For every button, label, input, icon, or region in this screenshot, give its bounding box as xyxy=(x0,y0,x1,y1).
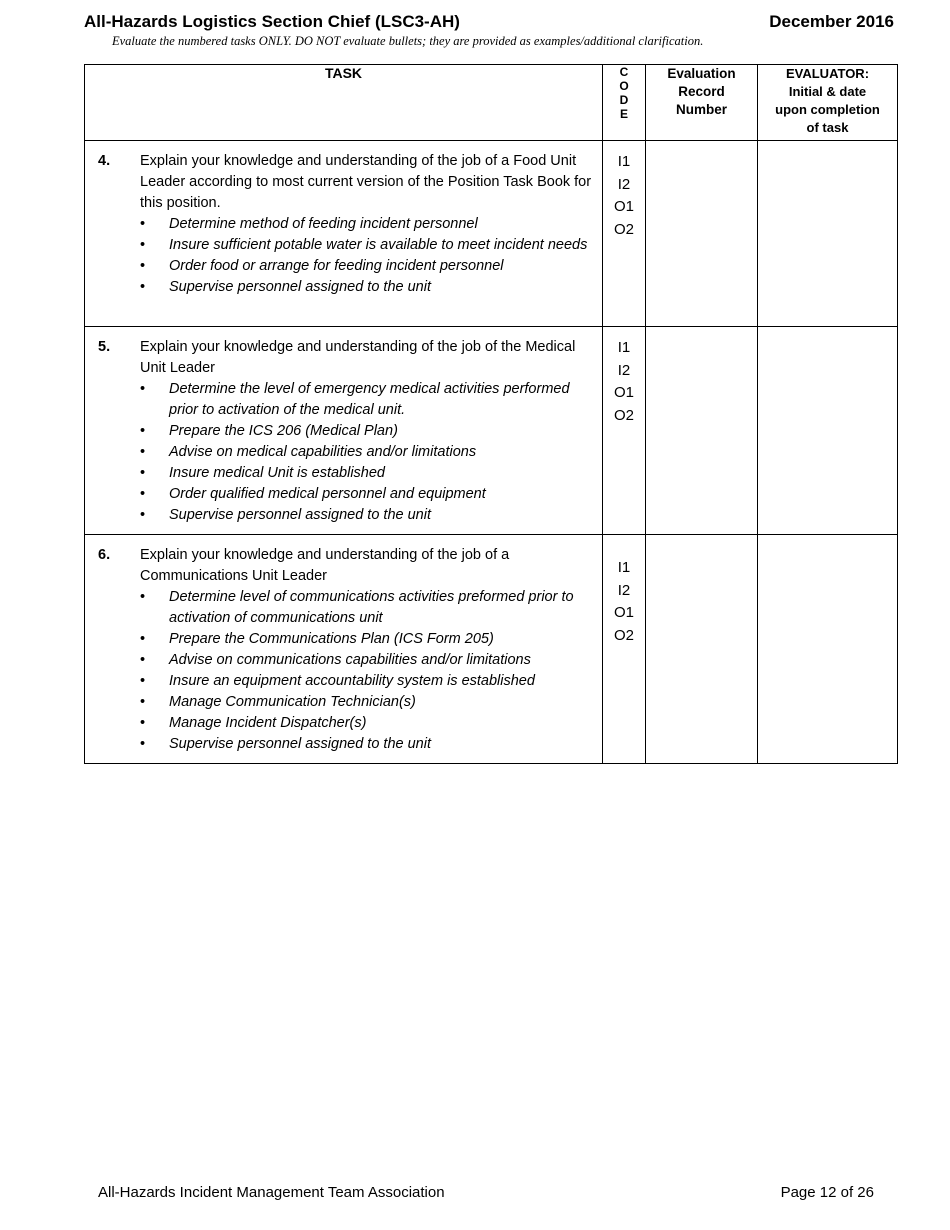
task-number: 4. xyxy=(98,153,111,169)
document-title: All-Hazards Logistics Section Chief (LSC3-AH) xyxy=(84,12,460,31)
evaluator-column-header xyxy=(758,65,898,141)
task-bullet: • Order food or arrange for feeding incident personnel xyxy=(140,256,602,277)
code-value: O2 xyxy=(613,626,634,644)
code-cell xyxy=(603,535,646,764)
task-bullet-list xyxy=(140,214,602,298)
code-header-letter: E xyxy=(619,107,628,121)
code-value: O1 xyxy=(613,604,634,621)
evaluator-header-line: Initial & date xyxy=(788,84,867,99)
task-bullet: • Advise on medical capabilities and/or limitations xyxy=(140,442,602,463)
task-bullet: • Determine the level of emergency medical activities performed prior to activation of the medical unit. xyxy=(140,379,602,421)
code-value: O1 xyxy=(613,384,634,401)
evaluation-record-number-field[interactable] xyxy=(646,327,758,535)
code-value: I2 xyxy=(617,361,631,379)
evaluator-initials-field[interactable] xyxy=(758,327,898,535)
task-bullet-list xyxy=(140,587,602,755)
evaluation-instruction: Evaluate the numbered tasks ONLY. DO NOT evaluate bullets; they are provided as examples/additional clarification. xyxy=(112,34,704,48)
task-number: 6. xyxy=(98,547,111,563)
task-bullet: • Insure an equipment accountability system is established xyxy=(140,671,602,692)
record-header-line: Record xyxy=(678,84,725,99)
code-value: I1 xyxy=(617,153,631,170)
code-value: I2 xyxy=(617,581,631,599)
task-bullet: • Order qualified medical personnel and equipment xyxy=(140,484,602,505)
task-bullet: • Insure sufficient potable water is available to meet incident needs xyxy=(140,235,602,256)
task-bullet: • Supervise personnel assigned to the unit xyxy=(140,734,602,755)
record-number-column-header xyxy=(646,65,758,141)
task-bullet: • Manage Incident Dispatcher(s) xyxy=(140,713,602,734)
evaluator-header-line: of task xyxy=(806,120,849,135)
document-date: December 2016 xyxy=(769,12,894,31)
code-header-letter: C xyxy=(619,65,629,79)
task-cell xyxy=(85,535,603,764)
code-value: O2 xyxy=(613,406,634,424)
record-header-line: Evaluation xyxy=(667,66,736,81)
evaluator-initials-field[interactable] xyxy=(758,141,898,327)
record-header-line: Number xyxy=(675,102,727,117)
evaluation-record-number-field[interactable] xyxy=(646,535,758,764)
task-bullet: • Supervise personnel assigned to the unit xyxy=(140,277,602,298)
task-bullet: • Prepare the ICS 206 (Medical Plan) xyxy=(140,421,602,442)
code-cell xyxy=(603,327,646,535)
code-header-letter: D xyxy=(619,93,629,107)
footer-page-number: Page 12 of 26 xyxy=(780,1184,874,1201)
table-header-row xyxy=(85,65,898,141)
task-bullet: • Insure medical Unit is established xyxy=(140,463,602,484)
task-bullet: • Prepare the Communications Plan (ICS Form 205) xyxy=(140,629,602,650)
footer-organization: All-Hazards Incident Management Team Association xyxy=(98,1184,445,1201)
code-cell xyxy=(603,141,646,327)
task-column-header: TASK xyxy=(85,65,603,141)
task-evaluation-table xyxy=(84,64,898,764)
task-cell xyxy=(85,141,603,327)
evaluator-header-line: EVALUATOR: xyxy=(785,66,870,81)
task-bullet: • Determine level of communications activities preformed prior to activation of communications unit xyxy=(140,587,602,629)
code-column-header xyxy=(603,65,646,141)
task-description: Explain your knowledge and understanding of the job of a Food Unit Leader according to most current version of the Position Task Book for this position. xyxy=(140,153,592,211)
task-bullet: • Manage Communication Technician(s) xyxy=(140,692,602,713)
task-row-6 xyxy=(85,535,898,764)
evaluator-header-line: upon completion xyxy=(775,102,880,117)
evaluation-record-number-field[interactable] xyxy=(646,141,758,327)
task-bullet: • Supervise personnel assigned to the unit xyxy=(140,505,602,526)
task-description: Explain your knowledge and understanding of the job of a Communications Unit Leader xyxy=(140,547,510,584)
code-value: I1 xyxy=(617,559,631,576)
code-value: O2 xyxy=(613,220,634,238)
task-description: Explain your knowledge and understanding of the job of the Medical Unit Leader xyxy=(140,339,576,376)
task-row-4 xyxy=(85,141,898,327)
task-bullet-list xyxy=(140,379,602,526)
task-bullet: • Determine method of feeding incident personnel xyxy=(140,214,602,235)
code-value: I2 xyxy=(617,175,631,193)
task-bullet: • Advise on communications capabilities and/or limitations xyxy=(140,650,602,671)
code-value: O1 xyxy=(613,198,634,215)
task-row-5 xyxy=(85,327,898,535)
evaluator-initials-field[interactable] xyxy=(758,535,898,764)
code-value: I1 xyxy=(617,339,631,356)
code-header-letter: O xyxy=(619,79,629,93)
task-cell xyxy=(85,327,603,535)
task-number: 5. xyxy=(98,339,111,355)
